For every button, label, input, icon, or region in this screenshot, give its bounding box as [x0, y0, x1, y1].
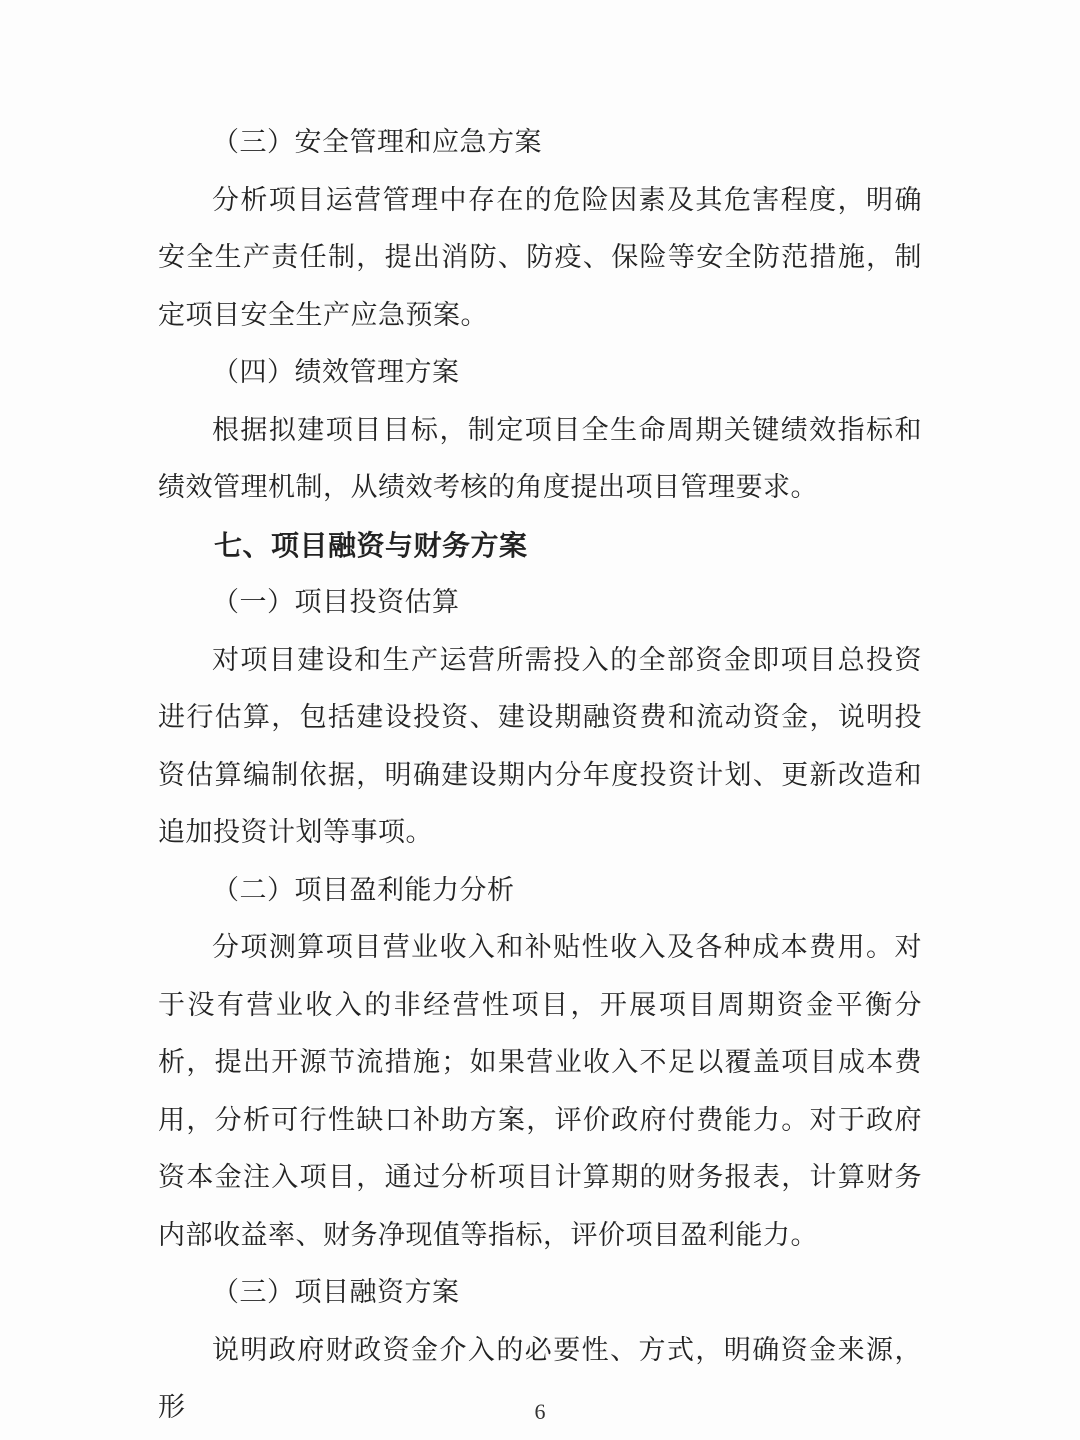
section-heading-profitability-analysis: （二）项目盈利能力分析 — [212, 874, 515, 905]
paragraph-profitability-analysis: 分项测算项目营业收入和补贴性收入及各种成本费用。对于没有营业收入的非经营性项目，开展项目周期资金平衡分析，提出开源节流措施；如果营业收入不足以覆盖项目成本费用，分析可行性缺口补助方案，评价政府付费能力。对于政府资本金注入项目，通过分析项目计算期的财务报表，计算财务内部收益率、财务净现值等指标，评价项目盈利能力。 — [158, 932, 922, 1250]
paragraph-performance-management: 根据拟建项目目标，制定项目全生命周期关键绩效指标和绩效管理机制，从绩效考核的角度提出项目管理要求。 — [158, 414, 922, 502]
section-heading-safety-management: （三）安全管理和应急方案 — [212, 127, 542, 157]
section-heading-financing-plan: （三）项目融资方案 — [212, 1277, 460, 1307]
paragraph-investment-estimate: 对项目建设和生产运营所需投入的全部资金即项目总投资进行估算，包括建设投资、建设期融资费和流动资金，说明投资估算编制依据，明确建设期内分年度投资计划、更新改造和追加投资计划等事项。 — [158, 644, 922, 847]
document-body — [158, 114, 922, 1437]
paragraph-safety-management: 分析项目运营管理中存在的危险因素及其危害程度，明确安全生产责任制，提出消防、防疫、保险等安全防范措施，制定项目安全生产应急预案。 — [158, 184, 922, 330]
section-heading-performance-management: （四）绩效管理方案 — [212, 357, 460, 387]
section-heading-investment-estimate: （一）项目投资估算 — [212, 587, 460, 617]
page-number: 6 — [534, 1399, 546, 1424]
chapter-heading-financing-financial-plan: 七、项目融资与财务方案 — [214, 529, 528, 561]
paragraph-financing-plan: 说明政府财政资金介入的必要性、方式，明确资金来源，形 — [158, 1334, 922, 1422]
